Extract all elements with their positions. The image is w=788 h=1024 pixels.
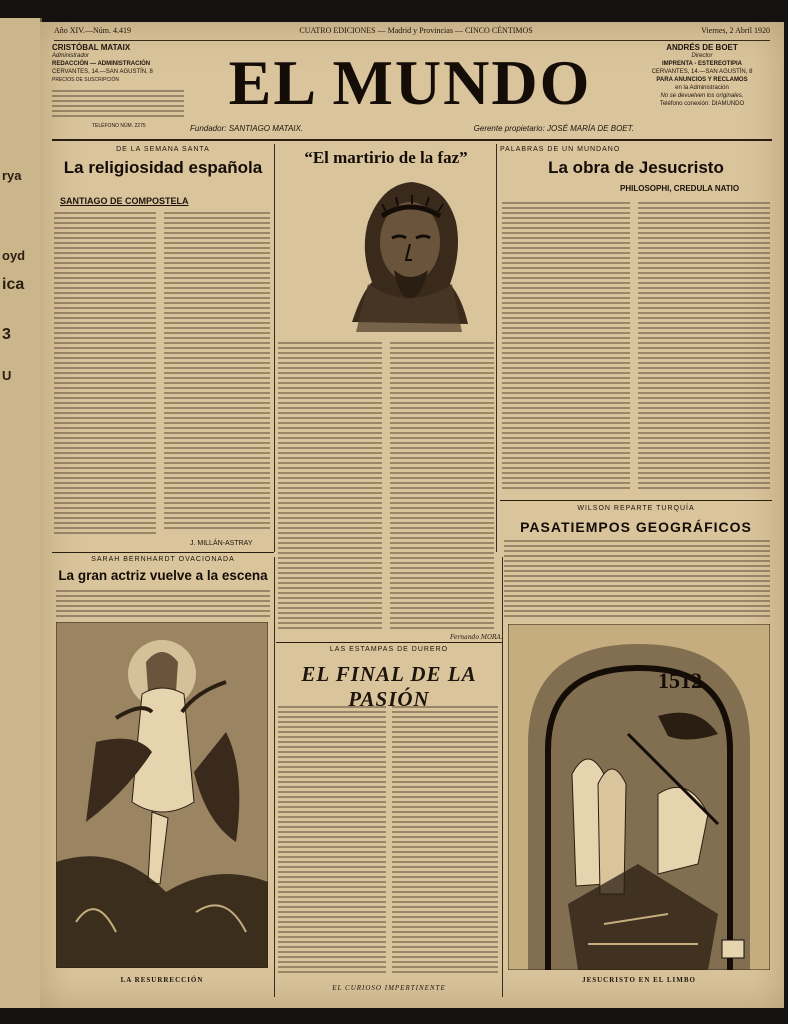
admin-line: REDACCIÓN — ADMINISTRACIÓN (52, 61, 151, 67)
direction-line: en la Administración (675, 85, 729, 91)
masthead-rule (52, 139, 772, 141)
article-body-column (390, 342, 494, 632)
admin-line: PRECIOS DE SUSCRIPCIÓN (52, 77, 119, 83)
section-rule (276, 642, 502, 643)
editions-price: CUATRO EDICIONES — Madrid y Provincias — CINCO CÉNTIMOS (299, 26, 533, 35)
article-headline: PASATIEMPOS GEOGRÁFICOS (520, 519, 752, 535)
article-body-column (164, 212, 270, 538)
director-name: ANDRÉS DE BOET (666, 43, 738, 52)
article-body-column (278, 706, 386, 978)
direction-line: PARA ANUNCIOS Y RECLAMOS (656, 77, 748, 83)
article-headline: La obra de Jesucristo (548, 158, 724, 177)
article-kicker: WILSON REPARTE TURQUÍA (577, 505, 695, 512)
article-body-column (502, 202, 630, 492)
article-headline: La gran actriz vuelve a la escena (58, 568, 268, 583)
limbo-engraving (508, 624, 770, 970)
masthead-top-line (54, 26, 770, 41)
engraving-year: 1512 (658, 668, 702, 693)
article-body-column (392, 706, 498, 978)
image-caption: JESUCRISTO EN EL LIMBO (582, 976, 696, 984)
issue-date: Viernes, 2 Abril 1920 (701, 26, 770, 35)
direction-line: IMPRENTA - ESTEREOTIPIA (661, 61, 742, 67)
prev-page-fragment: U (2, 368, 12, 383)
column-separator (274, 557, 275, 997)
newspaper-title: EL MUNDO (228, 47, 592, 118)
prev-page-fragment: ica (2, 276, 25, 293)
article-body-column (54, 212, 156, 538)
subscription-table (52, 90, 184, 120)
owner: Gerente propietario: JOSÉ MARÍA DE BOET. (473, 124, 634, 133)
image-caption: LA RESURRECCIÓN (120, 976, 204, 984)
previous-page-edge (0, 18, 42, 1008)
admin-line: CERVANTES, 14.—SAN AGUSTÍN, 8 (52, 69, 153, 75)
article-headline: La religiosidad española (63, 158, 263, 177)
administrator-name: CRISTÓBAL MATAIX (52, 43, 131, 52)
article-headline: “El martirio de la faz” (304, 148, 468, 167)
article-headline: EL FINAL DE LA PASIÓN (301, 662, 477, 711)
article-subtitle: PHILOSOPHI, CREDULA NATIO (620, 184, 740, 193)
article-footer: EL CURIOSO IMPERTINENTE (332, 984, 446, 992)
column-separator (274, 144, 275, 552)
article-kicker: DE LA SEMANA SANTA (116, 146, 210, 153)
resurrection-engraving (56, 622, 268, 968)
admin-line: TELÉFONO NÚM. 2275 (92, 123, 146, 129)
administration-box (52, 44, 192, 132)
founder: Fundador: SANTIAGO MATAIX. (190, 124, 304, 133)
administrator-role: Administrador (52, 53, 90, 59)
article-body (504, 540, 770, 620)
director-role: Director (691, 53, 713, 59)
newspaper-page (40, 22, 784, 1008)
article-subtitle: SANTIAGO DE COMPOSTELA (60, 196, 189, 206)
article-body (56, 590, 270, 622)
founders-line (190, 124, 634, 133)
article-signature: Fernando MORA. (450, 634, 503, 641)
article-body-column (278, 342, 382, 632)
article-signature: J. MILLÁN-ASTRAY (190, 540, 253, 547)
column-separator (496, 144, 497, 552)
direction-box (632, 44, 772, 132)
prev-page-fragment: oyd (2, 248, 26, 263)
direction-line: CERVANTES, 14.—SAN AGUSTÍN, 8 (651, 69, 753, 75)
article-kicker: SARAH BERNHARDT OVACIONADA (91, 556, 235, 563)
section-rule (52, 552, 274, 553)
article-kicker: LAS ESTAMPAS DE DURERO (329, 646, 449, 653)
issue-number: Año XIV.—Núm. 4.419 (54, 26, 131, 35)
article-body-column (638, 202, 770, 492)
christ-face-engraving (342, 172, 474, 334)
section-rule (500, 500, 772, 501)
direction-line: Teléfono conexión: DIAMUNDO (659, 101, 745, 107)
direction-line: No se devuelven los originales. (660, 93, 744, 99)
prev-page-fragment: 3 (2, 326, 11, 343)
column-separator (502, 557, 503, 997)
article-kicker: PALABRAS DE UN MUNDANO (500, 146, 621, 153)
prev-page-fragment: rya (2, 168, 22, 183)
